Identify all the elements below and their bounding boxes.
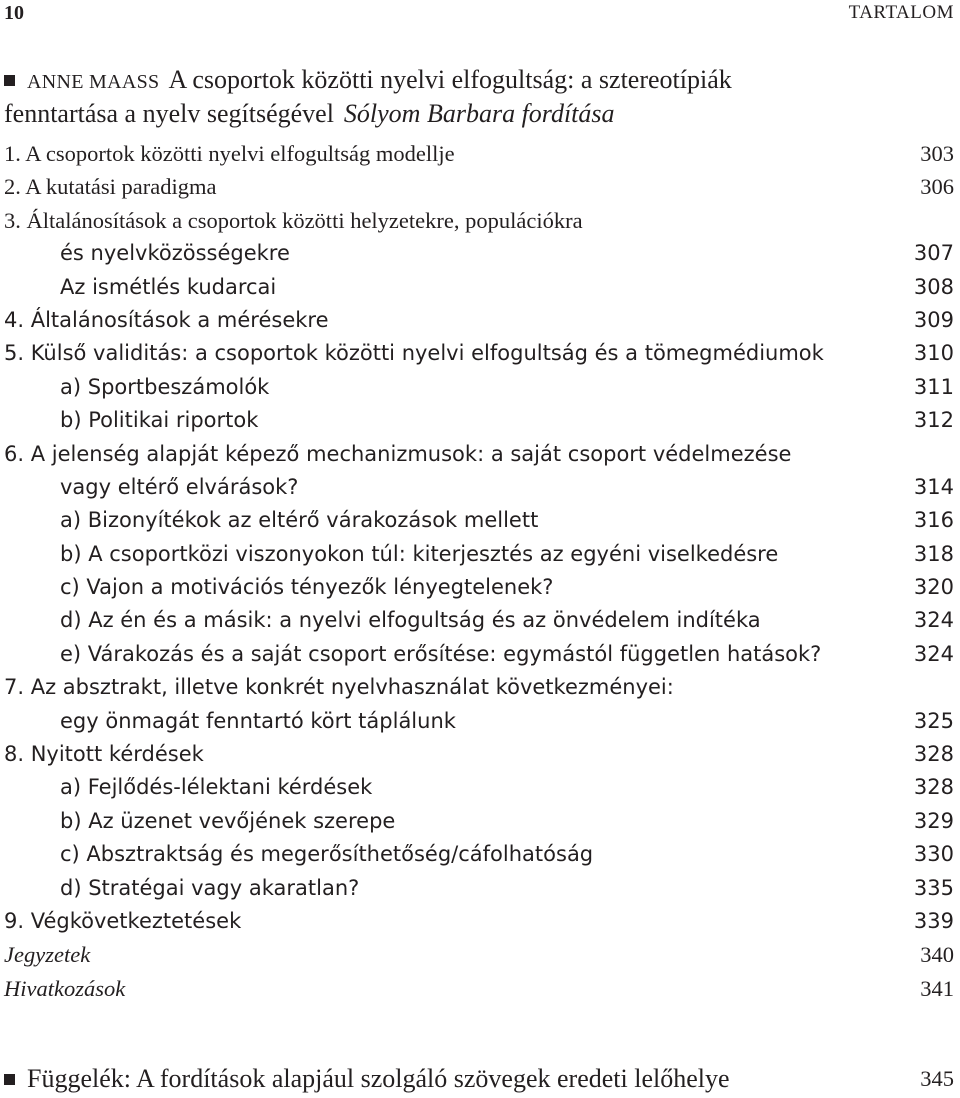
running-head: TARTALOM [848,2,954,23]
toc-entry-page: 330 [913,842,954,867]
toc-entry-title: Hivatkozások [4,975,126,1001]
toc-entry-page: 324 [913,641,954,666]
toc-entry-page: 328 [913,742,954,767]
toc-entry-page: 339 [913,908,954,933]
chapter-heading [4,64,944,129]
appendix-entry [4,1062,954,1096]
toc-entry [4,371,954,404]
toc-entry-title: Jegyzetek [4,942,91,968]
toc-entry [4,838,954,871]
toc-entry [4,337,954,370]
toc-entry [4,471,954,504]
bullet-icon [4,1074,15,1085]
chapter-heading-line-1 [4,64,944,98]
toc-entry [4,738,954,771]
toc-entry [4,872,954,905]
toc-entry [4,404,954,437]
appendix-title: Függelék: A fordítások alapjául szolgáló szövegek eredeti lelőhelye [27,1064,730,1093]
toc-entry-page: 340 [920,942,954,968]
chapter-translator: Sólyom Barbara fordítása [343,99,615,128]
toc-entry-page: 329 [913,808,954,833]
toc-entry-title: b) Az üzenet vevőjének szerepe [60,808,396,833]
toc-entry-title: d) Stratégai vagy akaratlan? [60,875,360,900]
toc-entry-title: e) Várakozás és a saját csoport erősítése: egymástól független hatások? [60,641,822,666]
chapter-heading-line-2 [4,98,944,129]
toc-entry-page: 325 [913,708,954,733]
toc-entry-title: a) Fejlődés-lélektani kérdések [60,775,373,800]
toc-entry [4,438,954,471]
toc-entry-page: 316 [913,508,954,533]
toc-entry-page: 307 [913,241,954,266]
toc-entry-title: 1. A csoportok közötti nyelvi elfogultság modellje [4,141,455,166]
toc-entry-page: 310 [913,341,954,366]
toc-entry-title: 9. Végkövetkeztetések [4,908,242,933]
toc-entry-title: 6. A jelenség alapját képező mechanizmusok: a saját csoport védelmezése [4,441,792,466]
toc-entry-page: 314 [913,474,954,499]
toc-entry-title: egy önmagát fenntartó kört táplálunk [60,708,456,733]
toc-entry-title: 2. A kutatási paradigma [4,174,217,200]
toc-entry [4,237,954,270]
toc-entry-title: 4. Általánosítások a mérésekre [4,307,329,332]
toc-entry-title: 7. Az absztrakt, illetve konkrét nyelvhasználat következményei: [4,675,674,700]
toc-entry-page: 341 [920,975,954,1001]
toc-entry [4,638,954,671]
toc-entry [4,204,954,237]
page-number: 10 [4,2,24,24]
table-of-contents [4,137,954,1005]
toc-entry-page: 335 [913,875,954,900]
toc-entry [4,504,954,537]
toc-entry-title: c) Vajon a motivációs tényezők lényegtelenek? [60,575,554,600]
toc-entry-title: a) Sportbeszámolók [60,374,270,399]
toc-entry-page: 306 [920,174,954,200]
toc-entry [4,905,954,938]
toc-entry-title: b) Politikai riportok [60,408,259,433]
chapter-title-line-2: fenntartása a nyelv segítségével [4,99,334,128]
chapter-author: ANNE MAASS [27,71,160,93]
toc-entry-page: 312 [913,408,954,433]
toc-entry [4,604,954,637]
toc-entry-title: Az ismétlés kudarcai [60,274,277,299]
toc-entry-page: 303 [920,141,954,166]
toc-entry-page: 328 [913,775,954,800]
toc-entry-page: 324 [913,608,954,633]
toc-entry-title: 3. Általánosítások a csoportok közötti helyzetekre, populációkra [4,207,583,233]
bullet-icon [4,75,15,86]
toc-entry-title: d) Az én és a másik: a nyelvi elfogultság és az önvédelem indítéka [60,608,761,633]
toc-entry-title: vagy eltérő elvárások? [60,474,299,499]
toc-entry-page: 311 [913,374,954,399]
appendix-page: 345 [920,1066,954,1091]
toc-entry-title: c) Absztraktság és megerősíthetőség/cáfolhatóság [60,842,594,867]
toc-entry-title: 8. Nyitott kérdések [4,742,204,767]
toc-entry [4,271,954,304]
toc-entry-title: b) A csoportközi viszonyokon túl: kiterjesztés az egyéni viselkedésre [60,541,779,566]
toc-entry-page: 308 [913,274,954,299]
toc-entry [4,137,954,170]
chapter-title-line-1: A csoportok közötti nyelvi elfogultság: a sztereotípiák [168,65,732,94]
toc-entry-page: 309 [913,307,954,332]
toc-entry [4,771,954,804]
toc-entry-page: 318 [913,541,954,566]
page-header [0,0,960,28]
toc-entry-title: 5. Külső validitás: a csoportok közötti nyelvi elfogultság és a tömegmédiumok [4,341,824,366]
toc-entry [4,938,954,971]
toc-entry-title: a) Bizonyítékok az eltérő várakozások mellett [60,508,539,533]
toc-entry-title: és nyelvközösségekre [60,241,290,266]
toc-entry [4,972,954,1005]
toc-entry-page: 320 [913,575,954,600]
toc-entry [4,705,954,738]
toc-entry [4,304,954,337]
appendix-title-wrap [4,1062,730,1096]
toc-entry [4,805,954,838]
toc-entry [4,671,954,704]
toc-entry [4,170,954,203]
toc-entry [4,571,954,604]
toc-entry [4,538,954,571]
